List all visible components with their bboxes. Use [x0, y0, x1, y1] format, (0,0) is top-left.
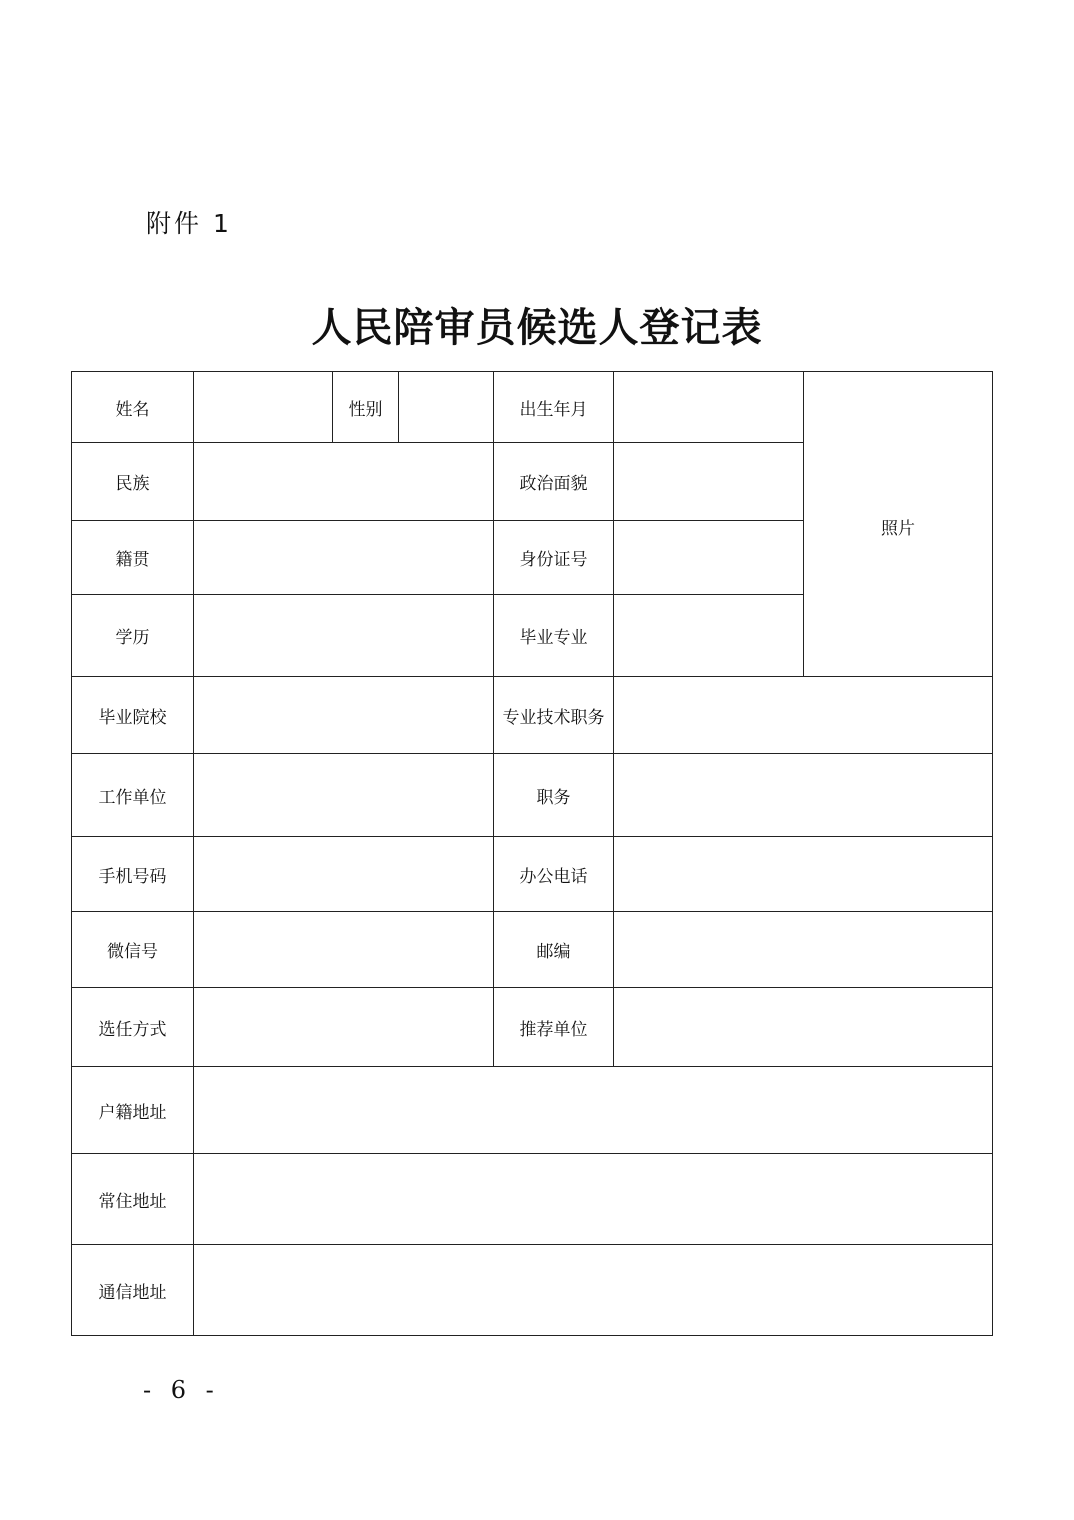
mobile-field[interactable] — [194, 837, 494, 912]
id-number-label: 身份证号 — [494, 521, 614, 595]
name-label: 姓名 — [72, 372, 194, 443]
ethnicity-field[interactable] — [194, 443, 494, 521]
residential-address-label: 常住地址 — [72, 1154, 194, 1245]
household-address-label: 户籍地址 — [72, 1067, 194, 1154]
residential-address-field[interactable] — [194, 1154, 993, 1245]
major-field[interactable] — [614, 595, 804, 677]
selection-method-label: 选任方式 — [72, 988, 194, 1067]
political-status-field[interactable] — [614, 443, 804, 521]
ethnicity-label: 民族 — [72, 443, 194, 521]
selection-method-field[interactable] — [194, 988, 494, 1067]
recommending-unit-label: 推荐单位 — [494, 988, 614, 1067]
gender-label: 性别 — [333, 372, 399, 443]
recommending-unit-field[interactable] — [614, 988, 993, 1067]
school-field[interactable] — [194, 677, 494, 754]
mailing-address-label: 通信地址 — [72, 1245, 194, 1336]
page-number: - 6 - — [143, 1376, 220, 1404]
mailing-address-field[interactable] — [194, 1245, 993, 1336]
photo-box[interactable] — [804, 372, 993, 677]
office-phone-label: 办公电话 — [494, 837, 614, 912]
postcode-field[interactable] — [614, 912, 993, 988]
employer-label: 工作单位 — [72, 754, 194, 837]
position-label: 职务 — [494, 754, 614, 837]
mobile-label: 手机号码 — [72, 837, 194, 912]
education-label: 学历 — [72, 595, 194, 677]
postcode-label: 邮编 — [494, 912, 614, 988]
wechat-label: 微信号 — [72, 912, 194, 988]
name-field[interactable] — [194, 372, 333, 443]
form-title: 人民陪审员候选人登记表 — [311, 304, 763, 351]
professional-title-label: 专业技术职务 — [494, 677, 614, 754]
professional-title-field[interactable] — [614, 677, 993, 754]
gender-field[interactable] — [399, 372, 494, 443]
id-number-field[interactable] — [614, 521, 804, 595]
position-field[interactable] — [614, 754, 993, 837]
native-place-label: 籍贯 — [72, 521, 194, 595]
school-label: 毕业院校 — [72, 677, 194, 754]
household-address-field[interactable] — [194, 1067, 993, 1154]
registration-form-table — [71, 371, 993, 1336]
major-label: 毕业专业 — [494, 595, 614, 677]
native-place-field[interactable] — [194, 521, 494, 595]
birth-date-field[interactable] — [614, 372, 804, 443]
office-phone-field[interactable] — [614, 837, 993, 912]
political-status-label: 政治面貌 — [494, 443, 614, 521]
education-field[interactable] — [194, 595, 494, 677]
attachment-label: 附件 1 — [146, 209, 232, 238]
photo-label: 照片 — [881, 519, 915, 539]
wechat-field[interactable] — [194, 912, 494, 988]
birth-date-label: 出生年月 — [494, 372, 614, 443]
employer-field[interactable] — [194, 754, 494, 837]
